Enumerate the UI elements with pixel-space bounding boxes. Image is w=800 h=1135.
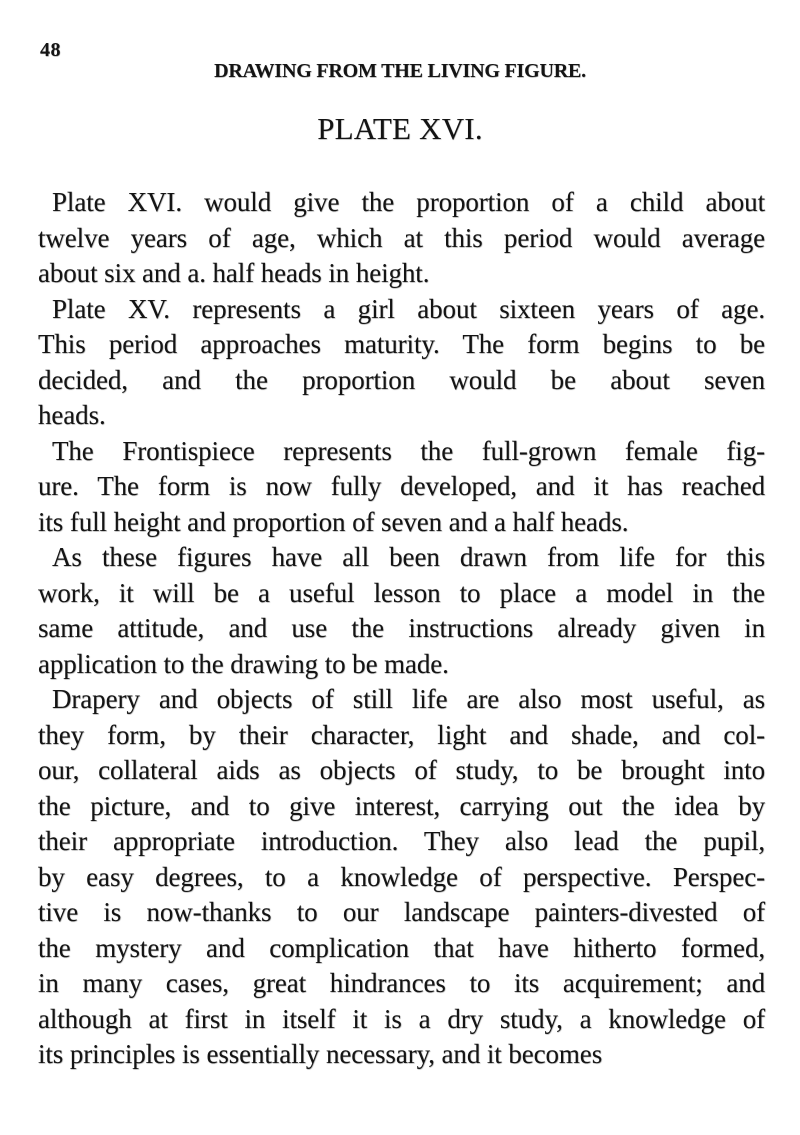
text-line: about six and a. half heads in height. [38,258,430,288]
plate-title: PLATE XVI. [317,111,483,146]
page-number: 48 [40,39,61,61]
text-line: Plate XVI. would give the proportion of a child about [52,187,765,217]
text-line: in many cases, great hindrances to its acquirement; and [38,968,765,998]
body-text [38,185,765,1073]
text-line: Plate XV. represents a girl about sixteen years of age. [52,293,765,324]
text-line: its full height and proportion of seven and a half heads. [38,506,629,537]
text-line: ure. The form is now fully developed, and it has reached [38,471,765,501]
text-line: their appropriate introduction. They also lead the pupil, [38,826,765,856]
text-line: although at first in itself it is a dry study, a knowledge of [38,1003,765,1034]
text-line: tive is now-thanks to our landscape painters-divested of [38,897,765,927]
text-line: same attitude, and use the instructions already given in [38,613,765,643]
text-line: Drapery and objects of still life are also most useful, as [52,684,765,714]
text-line: they form, by their character, light and shade, and col- [38,719,765,750]
text-line: twelve years of age, which at this period would average [38,222,765,253]
text-line: As these figures have all been drawn from life for this [52,542,765,572]
text-line: our, collateral aids as objects of study, to be brought into [38,755,765,785]
text-line: the mystery and complication that have hitherto formed, [38,932,765,963]
text-line: decided, and the proportion would be about seven [38,364,765,395]
text-line: work, it will be a useful lesson to place a model in the [38,577,765,608]
text-line: heads. [38,400,106,430]
running-header: DRAWING FROM THE LIVING FIGURE. [214,60,586,82]
text-line: application to the drawing to be made. [38,648,449,679]
text-line: its principles is essentially necessary, and it becomes [38,1039,603,1069]
text-line: This period approaches maturity. The form begins to be [38,329,765,359]
text-line: the picture, and to give interest, carrying out the idea by [38,790,765,821]
text-line: The Frontispiece represents the full-grown female fig- [52,435,765,466]
text-line: by easy degrees, to a knowledge of perspective. Perspec- [38,861,765,892]
